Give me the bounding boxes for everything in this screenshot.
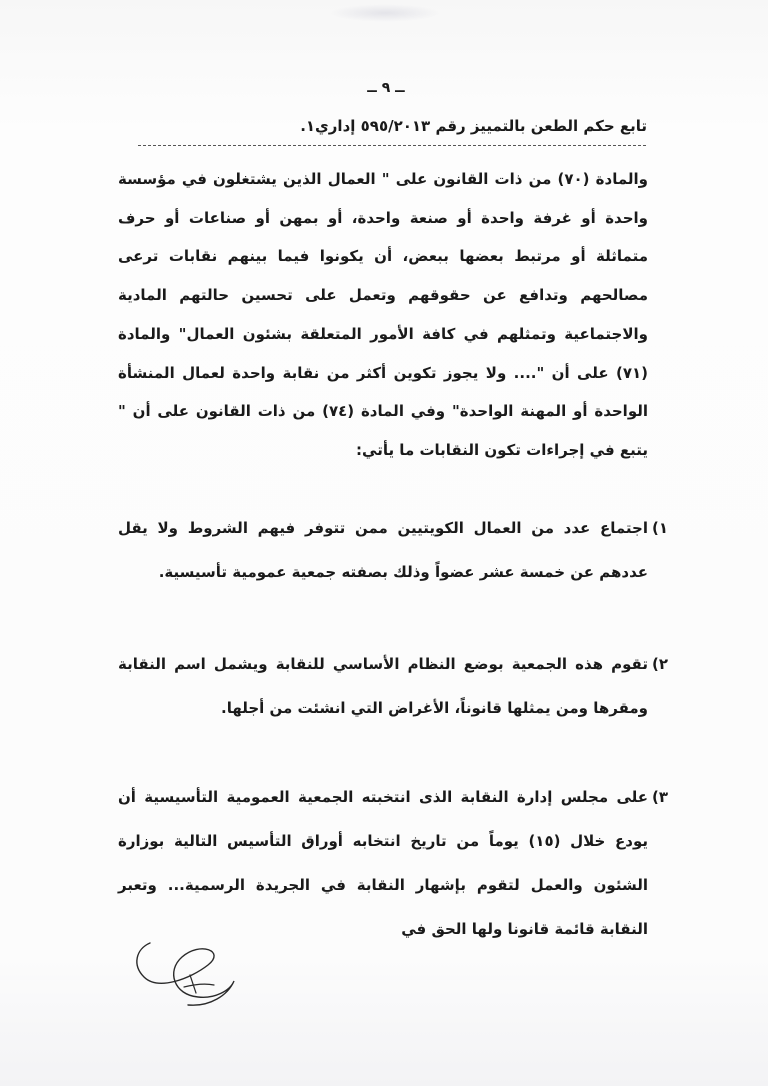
list-item-text: على مجلس إدارة النقابة الذى انتخبته الجمعية العمومية التأسيسية أن يودع خلال (١٥) يوماً من تاريخ انتخابه أوراق التأسيس التالية بوزارة الشئون والعمل لتقوم بإشهار النقابة في الجريدة الرسمية... وتعبر النقابة قائمة قانونا ولها الحق في [118, 788, 648, 938]
list-item-text: اجتماع عدد من العمال الكويتيين ممن تتوفر فيهم الشروط ولا يقل عددهم عن خمسة عشر عضواً وذلك بصفته جمعية عمومية تأسيسية. [118, 519, 648, 581]
list-item-number: ٢) [651, 655, 668, 673]
body-paragraph: والمادة (٧٠) من ذات القانون على " العمال الذين يشتغلون في مؤسسة واحدة أو غرفة واحدة أو صنعة واحدة، أو بمهن أو صناعات أو حرف متماثلة أو مرتبط بعضها ببعض، أن يكونوا فيما بينهم نقابات ترعى مصالحهم وتدافع عن حقوقهم وتعمل على تحسين حالتهم المادية والاجتماعية وتمثلهم في كافة الأمور المتعلقة بشئون العمال" والمادة (٧١) على أن ".... ولا يجوز تكوين أكثر من نقابة واحدة لعمال المنشأة الواحدة أو المهنة الواحدة" وفي المادة (٧٤) من ذات القانون على أن " يتبع في إجراءات تكون النقابات ما يأتي: [118, 170, 649, 459]
list-item [118, 642, 668, 730]
list-item-number: ٣) [651, 788, 668, 806]
page-number: ــ ٩ ــ [367, 80, 405, 96]
list-item-number: ١) [651, 519, 668, 537]
list-item [118, 506, 668, 594]
list-item-text: تقوم هذه الجمعية بوضع النظام الأساسي للنقابة ويشمل اسم النقابة ومقرها ومن يمثلها قانوناً، الأغراض التي انشئت من أجلها. [118, 655, 648, 717]
scan-bleed-smear [330, 4, 440, 22]
list-item [118, 775, 668, 951]
header-divider [138, 145, 646, 146]
document-header: تابع حكم الطعن بالتمييز رقم ٥٩٥/٢٠١٣ إداري١. [300, 117, 647, 135]
handwritten-signature [130, 935, 242, 1015]
